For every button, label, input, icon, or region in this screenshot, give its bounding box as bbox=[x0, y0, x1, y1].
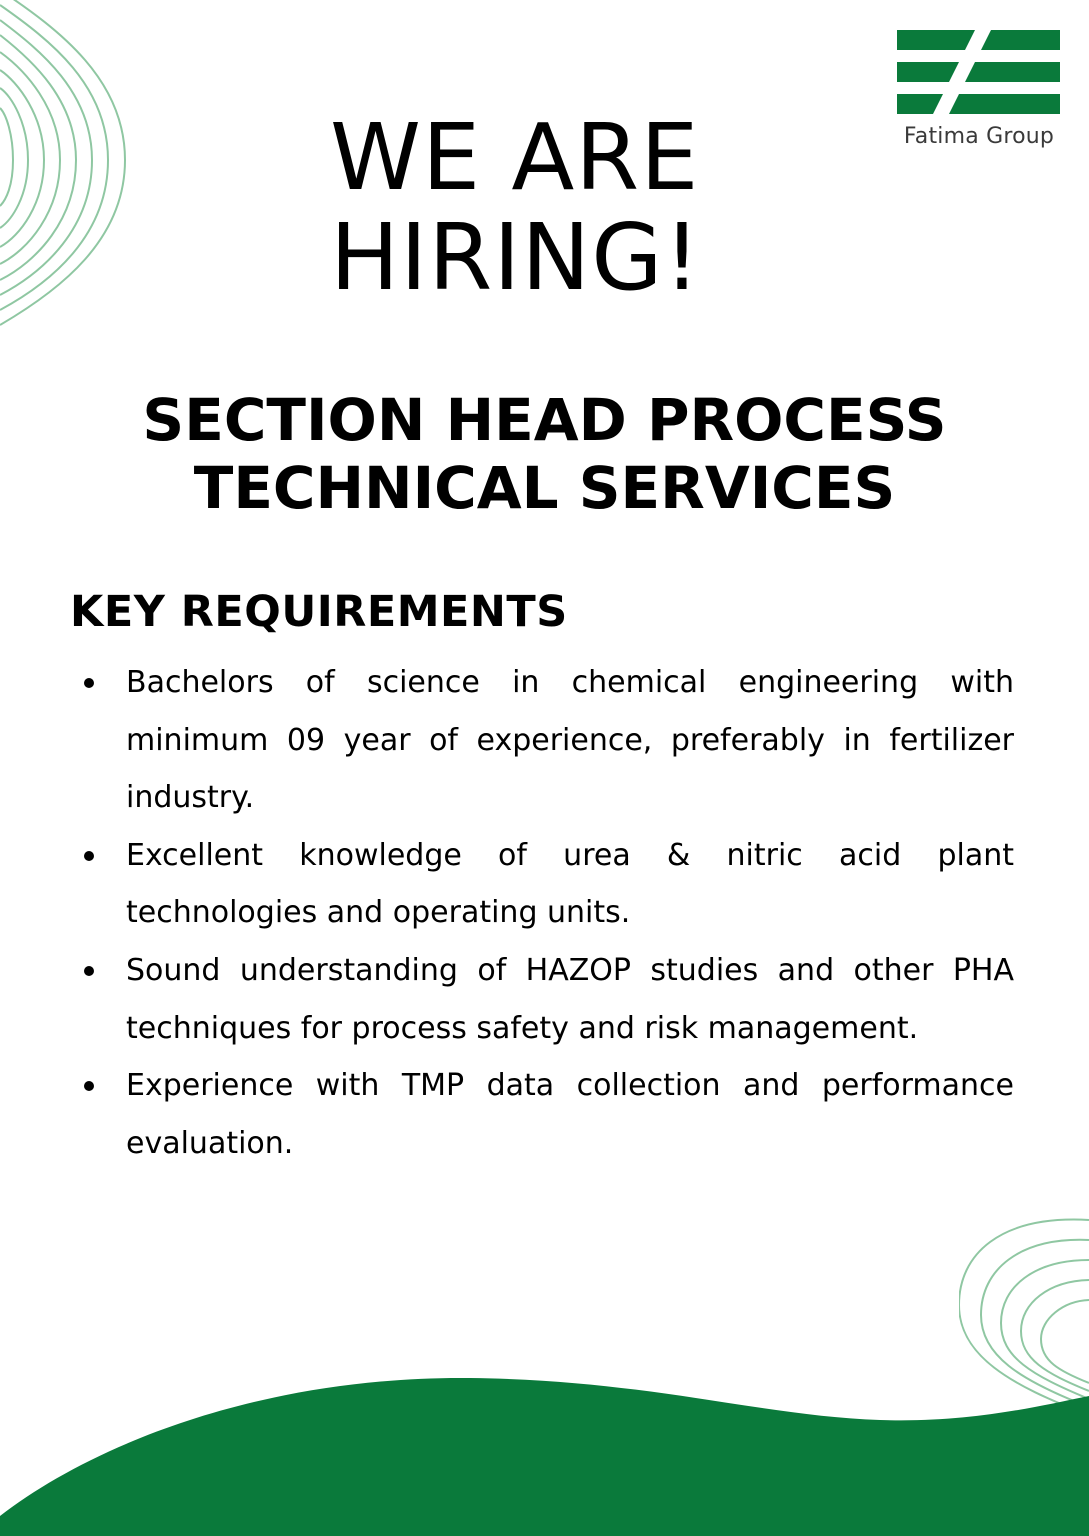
requirement-text: Excellent knowledge of urea & nitric acid plant technologies and operating units. bbox=[126, 837, 1014, 931]
job-title-line-2: TECHNICAL SERVICES bbox=[193, 454, 896, 522]
requirement-text: Bachelors of science in chemical engineering with minimum 09 year of experience, preferably in fertilizer industry. bbox=[126, 665, 1014, 816]
hero-title-line-2: HIRING! bbox=[330, 204, 702, 311]
list-item bbox=[126, 942, 1014, 1057]
list-item bbox=[126, 827, 1014, 942]
list-item bbox=[126, 1057, 1014, 1172]
hero-title bbox=[330, 104, 770, 311]
logo-wordmark: Fatima Group bbox=[903, 124, 1055, 149]
list-item bbox=[126, 654, 1014, 827]
decorative-lines-top-left bbox=[0, 0, 140, 340]
requirement-text: Sound understanding of HAZOP studies and other PHA techniques for process safety and risk management. bbox=[126, 952, 1014, 1046]
job-title-line-1: SECTION HEAD PROCESS bbox=[142, 386, 947, 454]
job-title bbox=[60, 386, 1029, 522]
fatima-group-logo bbox=[893, 26, 1065, 156]
requirements-heading: KEY REQUIREMENTS bbox=[70, 587, 568, 637]
bullet-icon bbox=[84, 851, 94, 861]
requirements-list bbox=[126, 654, 1014, 1172]
logo-mark-icon bbox=[893, 26, 1063, 118]
bottom-green-wave bbox=[0, 1366, 1089, 1536]
bullet-icon bbox=[84, 1081, 94, 1091]
hero-title-line-1: WE ARE bbox=[330, 104, 700, 211]
bullet-icon bbox=[84, 966, 94, 976]
bullet-icon bbox=[84, 678, 94, 688]
requirement-text: Experience with TMP data collection and performance evaluation. bbox=[126, 1068, 1014, 1161]
